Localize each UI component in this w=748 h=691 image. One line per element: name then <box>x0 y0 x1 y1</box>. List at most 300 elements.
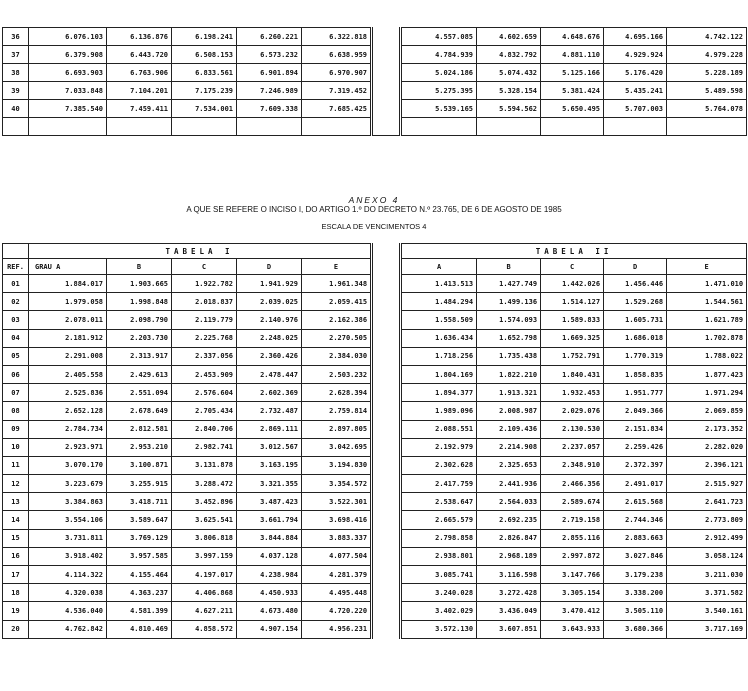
value-cell: 4.406.868 <box>172 584 237 602</box>
value-cell: 2.441.936 <box>477 475 541 493</box>
value-cell: 1.840.431 <box>541 365 604 383</box>
ref-cell: 10 <box>3 438 29 456</box>
value-cell: 4.114.322 <box>29 566 107 584</box>
value-cell: 4.956.231 <box>302 620 372 638</box>
value-cell: 2.589.674 <box>541 493 604 511</box>
table-row <box>3 28 747 46</box>
table-divider <box>372 365 401 383</box>
value-cell: 1.442.026 <box>541 275 604 293</box>
value-cell: 2.059.415 <box>302 293 372 311</box>
value-cell: 4.695.166 <box>604 28 667 46</box>
value-cell: 2.652.128 <box>29 402 107 420</box>
table-row <box>3 64 747 82</box>
value-cell: 4.450.933 <box>237 584 302 602</box>
value-cell: 1.804.169 <box>401 365 477 383</box>
value-cell: 4.363.237 <box>107 584 172 602</box>
value-cell: 6.573.232 <box>237 46 302 64</box>
table-row <box>3 529 747 547</box>
ref-cell: 19 <box>3 602 29 620</box>
value-cell: 2.325.653 <box>477 456 541 474</box>
value-cell: 4.810.469 <box>107 620 172 638</box>
ref-header-top <box>3 244 29 259</box>
value-cell: 1.558.509 <box>401 311 477 329</box>
value-cell: 2.628.394 <box>302 384 372 402</box>
value-cell: 3.147.766 <box>541 566 604 584</box>
value-cell: 4.784.939 <box>401 46 477 64</box>
value-cell: 3.572.130 <box>401 620 477 638</box>
value-cell: 1.427.749 <box>477 275 541 293</box>
table-divider <box>372 100 401 118</box>
value-cell: 7.459.411 <box>107 100 172 118</box>
value-cell: 1.652.798 <box>477 329 541 347</box>
ref-cell: 06 <box>3 365 29 383</box>
value-cell: 3.607.851 <box>477 620 541 638</box>
ref-cell: 02 <box>3 293 29 311</box>
ref-cell: 05 <box>3 347 29 365</box>
value-cell: 2.732.487 <box>237 402 302 420</box>
table-divider <box>372 420 401 438</box>
value-cell: 3.116.598 <box>477 566 541 584</box>
value-cell: 2.237.057 <box>541 438 604 456</box>
value-cell: 1.621.789 <box>667 311 747 329</box>
value-cell: 4.281.379 <box>302 566 372 584</box>
value-cell: 1.922.782 <box>172 275 237 293</box>
ref-cell: 15 <box>3 529 29 547</box>
value-cell: 2.417.759 <box>401 475 477 493</box>
value-cell: 4.197.017 <box>172 566 237 584</box>
value-cell: 2.192.979 <box>401 438 477 456</box>
value-cell: 3.085.741 <box>401 566 477 584</box>
annex-subtitle: A QUE SE REFERE O INCISO I, DO ARTIGO 1.º DO DECRETO N.º 23.765, DE 6 DE AGOSTO DE 1985 <box>186 205 562 214</box>
value-cell: 3.997.159 <box>172 547 237 565</box>
value-cell: 5.381.424 <box>541 82 604 100</box>
value-cell: 3.589.647 <box>107 511 172 529</box>
value-cell: 3.321.355 <box>237 475 302 493</box>
empty-cell <box>604 118 667 136</box>
value-cell: 3.769.129 <box>107 529 172 547</box>
table-row <box>3 420 747 438</box>
value-cell: 5.539.165 <box>401 100 477 118</box>
value-cell: 3.487.423 <box>237 493 302 511</box>
value-cell: 2.225.768 <box>172 329 237 347</box>
value-cell: 2.912.499 <box>667 529 747 547</box>
empty-cell <box>477 118 541 136</box>
empty-cell <box>107 118 172 136</box>
value-cell: 2.525.836 <box>29 384 107 402</box>
table-divider <box>372 46 401 64</box>
ref-cell: 17 <box>3 566 29 584</box>
value-cell: 3.918.402 <box>29 547 107 565</box>
table-divider <box>372 566 401 584</box>
value-cell: 2.181.912 <box>29 329 107 347</box>
value-cell: 3.522.301 <box>302 493 372 511</box>
value-cell: 4.881.110 <box>541 46 604 64</box>
value-cell: 2.291.008 <box>29 347 107 365</box>
ref-cell: 07 <box>3 384 29 402</box>
value-cell: 4.762.842 <box>29 620 107 638</box>
value-cell: 6.379.908 <box>29 46 107 64</box>
value-cell: 1.636.434 <box>401 329 477 347</box>
table-row <box>3 438 747 456</box>
value-cell: 3.354.572 <box>302 475 372 493</box>
value-cell: 3.042.695 <box>302 438 372 456</box>
table-divider <box>372 493 401 511</box>
table-divider <box>372 547 401 565</box>
value-cell: 2.968.189 <box>477 547 541 565</box>
value-cell: 3.731.811 <box>29 529 107 547</box>
ref-cell: 18 <box>3 584 29 602</box>
value-cell: 3.418.711 <box>107 493 172 511</box>
value-cell: 3.223.679 <box>29 475 107 493</box>
value-cell: 4.907.154 <box>237 620 302 638</box>
value-cell: 2.798.858 <box>401 529 477 547</box>
salary-table-continuation <box>2 27 747 136</box>
value-cell: 2.665.579 <box>401 511 477 529</box>
table-divider <box>372 511 401 529</box>
empty-cell <box>302 118 372 136</box>
value-cell: 5.489.598 <box>667 82 747 100</box>
tabela-1-header: TABELA I <box>29 244 372 259</box>
value-cell: 1.858.835 <box>604 365 667 383</box>
value-cell: 2.784.734 <box>29 420 107 438</box>
annex-title: ANEXO 4 <box>348 195 400 205</box>
value-cell: 2.883.663 <box>604 529 667 547</box>
value-cell: 3.070.170 <box>29 456 107 474</box>
value-cell: 2.759.814 <box>302 402 372 420</box>
table-row <box>3 475 747 493</box>
value-cell: 2.039.025 <box>237 293 302 311</box>
value-cell: 4.648.676 <box>541 28 604 46</box>
table-row <box>3 365 747 383</box>
value-cell: 2.897.805 <box>302 420 372 438</box>
table-divider <box>372 529 401 547</box>
value-cell: 3.163.195 <box>237 456 302 474</box>
value-cell: 4.742.122 <box>667 28 747 46</box>
value-cell: 3.305.154 <box>541 584 604 602</box>
table-divider <box>372 584 401 602</box>
value-cell: 5.228.189 <box>667 64 747 82</box>
value-cell: 6.763.906 <box>107 64 172 82</box>
ref-cell: 14 <box>3 511 29 529</box>
value-cell: 1.456.446 <box>604 275 667 293</box>
value-cell: 3.643.933 <box>541 620 604 638</box>
value-cell: 1.998.848 <box>107 293 172 311</box>
value-cell: 1.971.294 <box>667 384 747 402</box>
value-cell: 1.989.096 <box>401 402 477 420</box>
value-cell: 3.131.878 <box>172 456 237 474</box>
value-cell: 3.540.161 <box>667 602 747 620</box>
value-cell: 5.650.495 <box>541 100 604 118</box>
value-cell: 7.534.001 <box>172 100 237 118</box>
value-cell: 1.903.665 <box>107 275 172 293</box>
value-cell: 3.240.028 <box>401 584 477 602</box>
ref-cell: 20 <box>3 620 29 638</box>
value-cell: 2.744.346 <box>604 511 667 529</box>
value-cell: 2.214.908 <box>477 438 541 456</box>
table-divider <box>372 456 401 474</box>
value-cell: 1.822.210 <box>477 365 541 383</box>
table-divider <box>372 64 401 82</box>
value-cell: 2.840.706 <box>172 420 237 438</box>
table-divider <box>372 602 401 620</box>
table-row <box>3 493 747 511</box>
value-cell: 3.058.124 <box>667 547 747 565</box>
table-divider <box>372 620 401 638</box>
value-cell: 1.514.127 <box>541 293 604 311</box>
table-row-empty <box>3 118 747 136</box>
value-cell: 2.049.366 <box>604 402 667 420</box>
value-cell: 2.396.121 <box>667 456 747 474</box>
value-cell: 3.661.794 <box>237 511 302 529</box>
value-cell: 6.198.241 <box>172 28 237 46</box>
ref-cell: 37 <box>3 46 29 64</box>
value-cell: 4.627.211 <box>172 602 237 620</box>
table-divider <box>372 347 401 365</box>
value-cell: 3.211.030 <box>667 566 747 584</box>
value-cell: 2.119.779 <box>172 311 237 329</box>
table-row <box>3 511 747 529</box>
value-cell: 3.194.830 <box>302 456 372 474</box>
value-cell: 5.764.078 <box>667 100 747 118</box>
annex-escala: ESCALA DE VENCIMENTOS 4 <box>321 222 427 231</box>
value-cell: 2.203.730 <box>107 329 172 347</box>
value-cell: 2.826.847 <box>477 529 541 547</box>
table-divider <box>372 475 401 493</box>
value-cell: 2.538.647 <box>401 493 477 511</box>
value-cell: 7.685.425 <box>302 100 372 118</box>
value-cell: 2.938.801 <box>401 547 477 565</box>
value-cell: 4.929.924 <box>604 46 667 64</box>
value-cell: 1.752.791 <box>541 347 604 365</box>
value-cell: 2.173.352 <box>667 420 747 438</box>
value-cell: 2.248.025 <box>237 329 302 347</box>
column-header: E <box>302 259 372 275</box>
table-row <box>3 100 747 118</box>
value-cell: 7.319.452 <box>302 82 372 100</box>
column-header: C <box>172 259 237 275</box>
value-cell: 2.109.436 <box>477 420 541 438</box>
empty-cell <box>29 118 107 136</box>
ref-cell: 09 <box>3 420 29 438</box>
column-header: B <box>107 259 172 275</box>
column-header: C <box>541 259 604 275</box>
value-cell: 7.104.201 <box>107 82 172 100</box>
value-cell: 4.602.659 <box>477 28 541 46</box>
table-row <box>3 384 747 402</box>
ref-cell: 11 <box>3 456 29 474</box>
ref-cell: 40 <box>3 100 29 118</box>
value-cell: 3.957.585 <box>107 547 172 565</box>
table-divider <box>372 311 401 329</box>
value-cell: 4.858.572 <box>172 620 237 638</box>
value-cell: 3.338.200 <box>604 584 667 602</box>
value-cell: 3.505.110 <box>604 602 667 620</box>
value-cell: 2.641.723 <box>667 493 747 511</box>
value-cell: 4.673.480 <box>237 602 302 620</box>
value-cell: 1.788.022 <box>667 347 747 365</box>
value-cell: 4.238.984 <box>237 566 302 584</box>
column-header: E <box>667 259 747 275</box>
value-cell: 3.027.846 <box>604 547 667 565</box>
value-cell: 2.151.834 <box>604 420 667 438</box>
value-cell: 2.282.020 <box>667 438 747 456</box>
value-cell: 2.453.909 <box>172 365 237 383</box>
value-cell: 5.594.562 <box>477 100 541 118</box>
value-cell: 2.337.056 <box>172 347 237 365</box>
value-cell: 4.581.399 <box>107 602 172 620</box>
value-cell: 4.037.128 <box>237 547 302 565</box>
value-cell: 1.544.561 <box>667 293 747 311</box>
tabela-2-header: TABELA II <box>401 244 747 259</box>
value-cell: 5.024.186 <box>401 64 477 82</box>
ref-cell: 16 <box>3 547 29 565</box>
value-cell: 2.719.158 <box>541 511 604 529</box>
value-cell: 2.869.111 <box>237 420 302 438</box>
value-cell: 3.717.169 <box>667 620 747 638</box>
value-cell: 4.720.220 <box>302 602 372 620</box>
value-cell: 2.705.434 <box>172 402 237 420</box>
value-cell: 3.384.863 <box>29 493 107 511</box>
value-cell: 7.033.848 <box>29 82 107 100</box>
table-row <box>3 293 747 311</box>
column-header: GRAU A <box>29 259 107 275</box>
value-cell: 1.932.453 <box>541 384 604 402</box>
value-cell: 5.707.003 <box>604 100 667 118</box>
value-cell: 2.029.076 <box>541 402 604 420</box>
table-row <box>3 566 747 584</box>
value-cell: 1.877.423 <box>667 365 747 383</box>
value-cell: 2.098.790 <box>107 311 172 329</box>
table-row <box>3 602 747 620</box>
value-cell: 2.953.210 <box>107 438 172 456</box>
value-cell: 6.136.876 <box>107 28 172 46</box>
value-cell: 5.176.420 <box>604 64 667 82</box>
value-cell: 1.735.438 <box>477 347 541 365</box>
value-cell: 5.275.395 <box>401 82 477 100</box>
ref-header: REF. <box>3 259 29 275</box>
value-cell: 2.140.976 <box>237 311 302 329</box>
empty-cell <box>541 118 604 136</box>
value-cell: 3.371.582 <box>667 584 747 602</box>
value-cell: 1.669.325 <box>541 329 604 347</box>
table-divider <box>372 275 401 293</box>
table-row <box>3 547 747 565</box>
value-cell: 3.012.567 <box>237 438 302 456</box>
value-cell: 1.686.018 <box>604 329 667 347</box>
value-cell: 6.901.894 <box>237 64 302 82</box>
empty-cell <box>401 118 477 136</box>
table-row <box>3 46 747 64</box>
ref-cell: 39 <box>3 82 29 100</box>
value-cell: 2.130.530 <box>541 420 604 438</box>
value-cell: 3.436.049 <box>477 602 541 620</box>
value-cell: 3.288.472 <box>172 475 237 493</box>
empty-cell <box>237 118 302 136</box>
column-header: A <box>401 259 477 275</box>
value-cell: 3.698.416 <box>302 511 372 529</box>
value-cell: 3.452.896 <box>172 493 237 511</box>
ref-cell: 03 <box>3 311 29 329</box>
value-cell: 3.402.029 <box>401 602 477 620</box>
table-divider <box>372 244 401 259</box>
value-cell: 7.175.239 <box>172 82 237 100</box>
value-cell: 2.812.581 <box>107 420 172 438</box>
value-cell: 4.979.228 <box>667 46 747 64</box>
value-cell: 2.923.971 <box>29 438 107 456</box>
value-cell: 6.638.959 <box>302 46 372 64</box>
value-cell: 1.951.777 <box>604 384 667 402</box>
table-row <box>3 402 747 420</box>
value-cell: 4.832.792 <box>477 46 541 64</box>
value-cell: 2.302.628 <box>401 456 477 474</box>
value-cell: 5.125.166 <box>541 64 604 82</box>
value-cell: 2.270.505 <box>302 329 372 347</box>
table-row <box>3 620 747 638</box>
value-cell: 2.078.011 <box>29 311 107 329</box>
value-cell: 3.179.238 <box>604 566 667 584</box>
value-cell: 3.255.915 <box>107 475 172 493</box>
empty-cell <box>172 118 237 136</box>
value-cell: 2.692.235 <box>477 511 541 529</box>
table-divider <box>372 329 401 347</box>
value-cell: 2.491.017 <box>604 475 667 493</box>
value-cell: 2.008.987 <box>477 402 541 420</box>
value-cell: 4.495.448 <box>302 584 372 602</box>
value-cell: 3.883.337 <box>302 529 372 547</box>
value-cell: 3.100.871 <box>107 456 172 474</box>
column-header: D <box>604 259 667 275</box>
value-cell: 4.077.504 <box>302 547 372 565</box>
value-cell: 7.609.338 <box>237 100 302 118</box>
value-cell: 2.515.927 <box>667 475 747 493</box>
value-cell: 2.615.568 <box>604 493 667 511</box>
value-cell: 2.360.426 <box>237 347 302 365</box>
table-divider <box>372 402 401 420</box>
table-row <box>3 347 747 365</box>
value-cell: 1.574.093 <box>477 311 541 329</box>
table-divider <box>372 28 401 46</box>
value-cell: 1.961.348 <box>302 275 372 293</box>
value-cell: 3.680.366 <box>604 620 667 638</box>
table-divider <box>372 293 401 311</box>
table-divider <box>372 82 401 100</box>
value-cell: 1.941.929 <box>237 275 302 293</box>
ref-cell: 13 <box>3 493 29 511</box>
value-cell: 6.322.818 <box>302 28 372 46</box>
value-cell: 1.484.294 <box>401 293 477 311</box>
value-cell: 4.155.464 <box>107 566 172 584</box>
value-cell: 7.385.540 <box>29 100 107 118</box>
value-cell: 2.372.397 <box>604 456 667 474</box>
value-cell: 5.328.154 <box>477 82 541 100</box>
value-cell: 2.773.809 <box>667 511 747 529</box>
value-cell: 2.982.741 <box>172 438 237 456</box>
table-row <box>3 275 747 293</box>
value-cell: 2.088.551 <box>401 420 477 438</box>
value-cell: 2.405.558 <box>29 365 107 383</box>
value-cell: 2.429.613 <box>107 365 172 383</box>
value-cell: 1.702.878 <box>667 329 747 347</box>
table-divider <box>372 259 401 275</box>
salary-scale-table <box>2 243 747 639</box>
table-row <box>3 82 747 100</box>
ref-cell: 12 <box>3 475 29 493</box>
value-cell: 6.508.153 <box>172 46 237 64</box>
value-cell: 5.074.432 <box>477 64 541 82</box>
value-cell: 2.576.604 <box>172 384 237 402</box>
value-cell: 2.503.232 <box>302 365 372 383</box>
value-cell: 1.589.833 <box>541 311 604 329</box>
